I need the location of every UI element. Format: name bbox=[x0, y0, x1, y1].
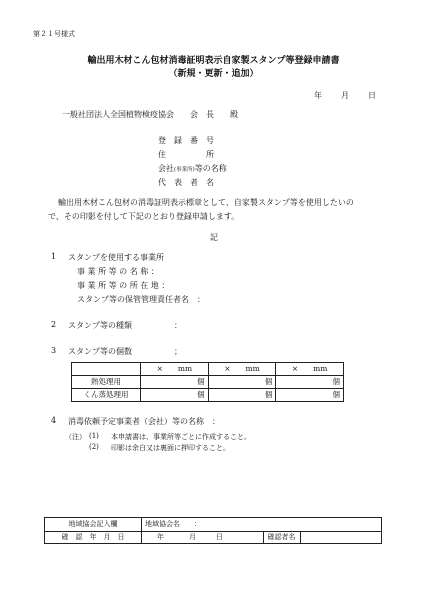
notes-label: （注） bbox=[65, 433, 86, 441]
confirmation-year: 年 bbox=[157, 533, 164, 541]
stamp-size-header: × mm bbox=[276, 363, 344, 376]
section2-number: 2 bbox=[51, 320, 57, 329]
section3-colon: ； bbox=[174, 347, 182, 356]
section3-title: スタンプ等の個数 bbox=[68, 347, 132, 356]
confirmation-month: 月 bbox=[189, 533, 196, 541]
regional-association-box bbox=[44, 517, 382, 544]
section4-title: 消毒依頼予定事業者（会社）等の名称 ： bbox=[68, 417, 220, 426]
document-subtitle: （新規・更新・追加） bbox=[168, 69, 259, 79]
intro-line-1: 輸出用木材こん包材の消毒証明表示標章として、自家製スタンプ等を使用したいの bbox=[58, 198, 354, 207]
date-year: 年 bbox=[314, 91, 322, 100]
stamp-table-corner bbox=[72, 363, 141, 376]
section1-facility-name: 事 業 所 等 の 名 称 ： bbox=[77, 267, 159, 276]
confirmer-name-label: 確認者名 bbox=[267, 533, 296, 541]
count-cell: 個 bbox=[208, 376, 276, 389]
note-number: (2) bbox=[89, 443, 99, 451]
note-text: 印影は余白又は裏面に押印すること。 bbox=[111, 444, 230, 452]
field-address: 住 所 bbox=[158, 150, 214, 159]
row-label-heat: 熱処理用 bbox=[72, 376, 141, 389]
section4-number: 4 bbox=[51, 416, 57, 425]
section1-facility-address: 事 業 所 等 の 所 在 地 ： bbox=[77, 281, 170, 290]
field-registration-number: 登 録 番 号 bbox=[158, 136, 214, 145]
recipient: 一般社団法人全国植物検疫協会 会 長 殿 bbox=[62, 110, 238, 119]
field-representative: 代 表 者 名 bbox=[158, 178, 214, 187]
row-label-fumigation: くん蒸処理用 bbox=[72, 389, 141, 402]
intro-line-2: で、その印影を付して下記のとおり登録申請します。 bbox=[48, 212, 240, 221]
note-text: 本申請書は、事業所等ごとに作成すること。 bbox=[111, 433, 251, 441]
count-cell: 個 bbox=[276, 389, 344, 402]
footer-divider bbox=[141, 518, 142, 543]
company-small: (事業所) bbox=[174, 167, 195, 173]
form-number: 第２１号様式 bbox=[33, 30, 75, 38]
stamp-size-header: × mm bbox=[141, 363, 209, 376]
section2-title: スタンプ等の種類 bbox=[68, 321, 132, 330]
stamp-size-header: × mm bbox=[208, 363, 276, 376]
field-company-name bbox=[158, 163, 227, 174]
section3-number: 3 bbox=[51, 346, 57, 355]
section1-number: 1 bbox=[51, 252, 57, 261]
note-number: (1) bbox=[89, 432, 99, 440]
regional-entry-label: 地域協会記入欄 bbox=[68, 520, 118, 528]
section2-colon: ： bbox=[174, 321, 182, 330]
section1-manager: スタンプ等の保管管理責任者名 ： bbox=[77, 295, 205, 304]
count-cell: 個 bbox=[141, 389, 209, 402]
company-suffix: 等の名称 bbox=[194, 164, 227, 173]
date-day: 日 bbox=[368, 91, 376, 100]
confirmation-date-label: 確 認 年 月 日 bbox=[61, 533, 125, 541]
stamp-table-row bbox=[72, 376, 344, 389]
regional-association-name: 地域協会名 ： bbox=[145, 520, 201, 528]
stamp-table-header-row bbox=[72, 363, 344, 376]
footer-divider bbox=[300, 531, 301, 543]
company-prefix: 会社 bbox=[158, 164, 174, 173]
count-cell: 個 bbox=[141, 376, 209, 389]
ki-marker: 記 bbox=[210, 233, 218, 242]
confirmation-day: 日 bbox=[216, 533, 223, 541]
stamp-count-table bbox=[71, 362, 344, 402]
count-cell: 個 bbox=[276, 376, 344, 389]
count-cell: 個 bbox=[208, 389, 276, 402]
date-month: 月 bbox=[341, 91, 349, 100]
section1-title: スタンプを使用する事業所 bbox=[68, 253, 164, 262]
document-title: 輸出用木材こん包材消毒証明表示自家製スタンプ等登録申請書 bbox=[87, 56, 340, 66]
stamp-table-row bbox=[72, 389, 344, 402]
